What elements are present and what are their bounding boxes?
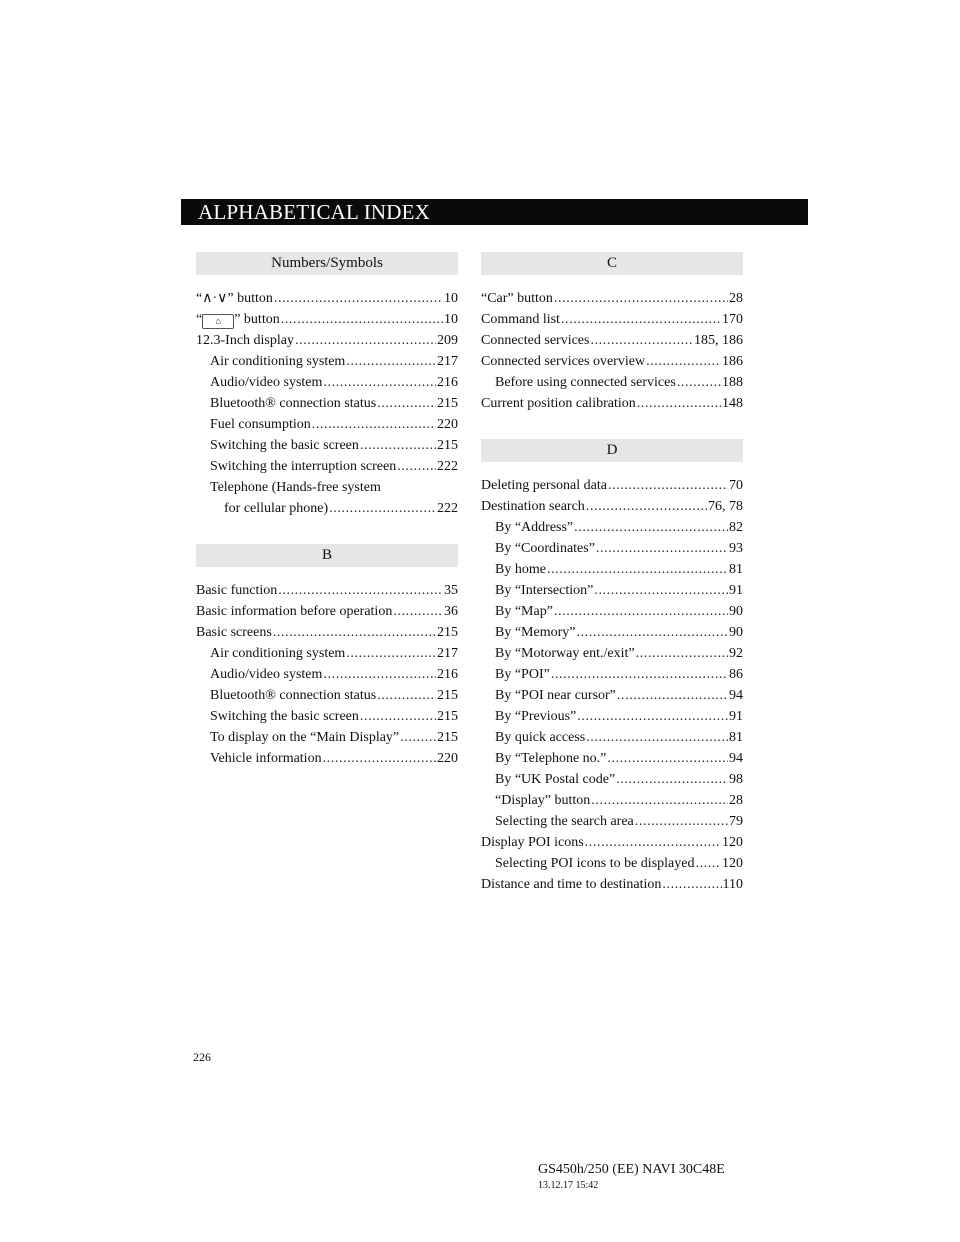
- dot-leader: [397, 456, 436, 477]
- dot-leader: [554, 601, 728, 622]
- entry-page: 216: [437, 375, 458, 390]
- index-entry: [481, 372, 743, 393]
- entry-text: By “Intersection”: [495, 583, 594, 598]
- entry-page: 10: [444, 291, 458, 306]
- entry-text: Bluetooth® connection status: [210, 396, 377, 411]
- entry-page: 28: [729, 793, 743, 808]
- entry-text: Switching the interruption screen: [210, 459, 397, 474]
- entry-text: Switching the basic screen: [210, 438, 359, 453]
- entry-page: 209: [437, 333, 458, 348]
- entry-text: Selecting POI icons to be displayed: [495, 856, 695, 871]
- entry-page: 81: [729, 730, 743, 745]
- dot-leader: [590, 330, 693, 351]
- entry-page: 35: [444, 583, 458, 598]
- index-entry: [196, 414, 458, 435]
- dot-leader: [323, 372, 436, 393]
- index-entry: [481, 622, 743, 643]
- dot-leader: [617, 685, 728, 706]
- dot-leader: [377, 685, 436, 706]
- index-entry: [481, 601, 743, 622]
- dot-leader: [274, 288, 443, 309]
- entry-continuation: [196, 498, 458, 519]
- dot-leader: [547, 559, 728, 580]
- entry-text: By “POI”: [495, 667, 550, 682]
- index-entry: [196, 456, 458, 477]
- index-entry: [481, 790, 743, 811]
- dot-leader: [576, 622, 728, 643]
- index-entry: [481, 727, 743, 748]
- dot-leader: [637, 393, 721, 414]
- dot-leader: [635, 811, 728, 832]
- index-entry: [196, 748, 458, 769]
- entry-page: 70: [729, 478, 743, 493]
- entry-page: 186: [722, 354, 743, 369]
- entry-page: 222: [437, 501, 458, 516]
- entry-text: By “Telephone no.”: [495, 751, 607, 766]
- dot-leader: [323, 664, 436, 685]
- entry-text: To display on the “Main Display”: [210, 730, 400, 745]
- entry-page: 215: [437, 438, 458, 453]
- entry-text-suffix: ” button: [234, 312, 280, 327]
- entry-text: By “Previous”: [495, 709, 577, 724]
- entry-page: 81: [729, 562, 743, 577]
- index-entry: [481, 874, 743, 895]
- entry-page: 148: [722, 396, 743, 411]
- entry-page: 82: [729, 520, 743, 535]
- entry-text: Audio/video system: [210, 667, 323, 682]
- entry-page: 120: [722, 856, 743, 871]
- entry-text: Display POI icons: [481, 835, 584, 850]
- entry-page: 91: [729, 709, 743, 724]
- entry-text: Before using connected services: [495, 375, 676, 390]
- entry-page: 120: [722, 835, 743, 850]
- index-entry: [196, 622, 458, 643]
- index-entry: [481, 559, 743, 580]
- entry-page: 215: [437, 396, 458, 411]
- dot-leader: [329, 498, 436, 519]
- entry-text: Basic screens: [196, 625, 272, 640]
- dot-leader: [360, 435, 436, 456]
- index-entry: [481, 832, 743, 853]
- entry-page: 217: [437, 354, 458, 369]
- dot-leader: [677, 372, 721, 393]
- dot-leader: [561, 309, 721, 330]
- entry-text: for cellular phone): [224, 501, 329, 516]
- index-entry: [481, 351, 743, 372]
- index-entry: [196, 727, 458, 748]
- entry-text: By home: [495, 562, 546, 577]
- entry-text: Fuel consumption: [210, 417, 311, 432]
- entry-text: Basic information before operation: [196, 604, 393, 619]
- entry-text: Telephone (Hands-free system: [210, 480, 381, 495]
- index-entry: [481, 309, 743, 330]
- dot-leader: [662, 874, 721, 895]
- dot-leader: [554, 288, 728, 309]
- entry-text: Distance and time to destination: [481, 877, 662, 892]
- section-heading: D: [481, 439, 743, 462]
- entry-page: 94: [729, 688, 743, 703]
- index-entry: [481, 538, 743, 559]
- entry-page: 76, 78: [708, 499, 743, 514]
- index-entry: [196, 351, 458, 372]
- index-entry: [481, 706, 743, 727]
- entry-text: Connected services: [481, 333, 590, 348]
- dot-leader: [616, 769, 728, 790]
- entry-page: 215: [437, 730, 458, 745]
- entry-page: 170: [722, 312, 743, 327]
- dot-leader: [346, 351, 436, 372]
- entry-text: By “Memory”: [495, 625, 576, 640]
- entry-page: 10: [444, 312, 458, 327]
- entry-page: 92: [729, 646, 743, 661]
- entry-page: 90: [729, 625, 743, 640]
- entry-text: “Display” button: [495, 793, 591, 808]
- index-entry: [196, 288, 458, 309]
- index-entry: [481, 580, 743, 601]
- entry-page: 79: [729, 814, 743, 829]
- entry-page: 220: [437, 751, 458, 766]
- entry-text: By “UK Postal code”: [495, 772, 616, 787]
- index-section: [481, 252, 743, 414]
- entry-page: 215: [437, 709, 458, 724]
- entry-text: Basic function: [196, 583, 278, 598]
- print-footer: [538, 1161, 725, 1193]
- dot-leader: [596, 538, 728, 559]
- index-entry: [196, 643, 458, 664]
- index-entry: [481, 330, 743, 351]
- entry-text-prefix: “: [196, 312, 203, 327]
- dot-leader: [607, 748, 728, 769]
- index-entry: [481, 496, 743, 517]
- entry-page: 91: [729, 583, 743, 598]
- entry-text: Connected services overview: [481, 354, 646, 369]
- index-entry: [481, 748, 743, 769]
- dot-leader: [323, 748, 436, 769]
- entry-page: 216: [437, 667, 458, 682]
- entry-text: By “Address”: [495, 520, 574, 535]
- dot-leader: [636, 643, 728, 664]
- entry-text: Destination search: [481, 499, 585, 514]
- dot-leader: [360, 706, 436, 727]
- entry-text: Selecting the search area: [495, 814, 634, 829]
- dot-leader: [646, 351, 721, 372]
- index-entry: [196, 664, 458, 685]
- dot-leader: [393, 601, 443, 622]
- entry-page: 220: [437, 417, 458, 432]
- dot-leader: [695, 853, 721, 874]
- index-entry: [196, 330, 458, 351]
- dot-leader: [312, 414, 436, 435]
- index-section: [196, 544, 458, 769]
- footer-document-code: GS450h/250 (EE) NAVI 30C48E: [538, 1162, 725, 1177]
- dot-leader: [273, 622, 436, 643]
- entry-page: 36: [444, 604, 458, 619]
- section-heading: Numbers/Symbols: [196, 252, 458, 275]
- entry-page: 90: [729, 604, 743, 619]
- entry-text: Vehicle information: [210, 751, 322, 766]
- entry-text: Current position calibration: [481, 396, 636, 411]
- home-button-icon: ⌂: [202, 314, 234, 329]
- entry-text: “Car” button: [481, 291, 553, 306]
- entry-page: 215: [437, 625, 458, 640]
- index-entry: [481, 811, 743, 832]
- entry-page: 28: [729, 291, 743, 306]
- index-section: [481, 439, 743, 895]
- index-entry: [481, 288, 743, 309]
- entry-text: Command list: [481, 312, 560, 327]
- index-column-right: [481, 252, 743, 920]
- entry-text: Bluetooth® connection status: [210, 688, 377, 703]
- index-entry: [196, 685, 458, 706]
- index-entry: [196, 372, 458, 393]
- index-entry: [481, 517, 743, 538]
- dot-leader: [586, 727, 728, 748]
- entry-text: By “Map”: [495, 604, 553, 619]
- dot-leader: [591, 790, 728, 811]
- page-header-title: ALPHABETICAL INDEX: [181, 199, 808, 225]
- section-heading: B: [196, 544, 458, 567]
- entry-page: 110: [722, 877, 743, 892]
- index-entry: [196, 580, 458, 601]
- entry-text: [196, 309, 280, 330]
- entry-text: Switching the basic screen: [210, 709, 359, 724]
- dot-leader: [594, 580, 728, 601]
- dot-leader: [551, 664, 728, 685]
- entry-text: By quick access: [495, 730, 586, 745]
- dot-leader: [278, 580, 443, 601]
- index-entry: [196, 309, 458, 330]
- index-entry: [481, 853, 743, 874]
- section-heading: C: [481, 252, 743, 275]
- dot-leader: [346, 643, 436, 664]
- entry-page: 185, 186: [694, 333, 743, 348]
- entry-page: 93: [729, 541, 743, 556]
- page-number: 226: [193, 1050, 211, 1064]
- index-entry: [481, 769, 743, 790]
- index-section: [196, 252, 458, 519]
- entry-text: 12.3-Inch display: [196, 333, 294, 348]
- index-entry: [481, 475, 743, 496]
- entry-text: By “POI near cursor”: [495, 688, 616, 703]
- index-entry: [196, 435, 458, 456]
- dot-leader: [281, 309, 443, 330]
- entry-text: “∧·∨” button: [196, 291, 273, 306]
- index-entry: [196, 477, 458, 519]
- entry-text: Air conditioning system: [210, 646, 346, 661]
- dot-leader: [295, 330, 436, 351]
- entry-page: 98: [729, 772, 743, 787]
- entry-text: Deleting personal data: [481, 478, 607, 493]
- dot-leader: [400, 727, 436, 748]
- index-entry: [481, 664, 743, 685]
- dot-leader: [574, 517, 728, 538]
- dot-leader: [608, 475, 728, 496]
- footer-timestamp: 13.12.17 15:42: [538, 1180, 599, 1191]
- entry-page: 215: [437, 688, 458, 703]
- entry-text: Air conditioning system: [210, 354, 346, 369]
- entry-page: 86: [729, 667, 743, 682]
- index-entry: [196, 393, 458, 414]
- index-entry: [196, 601, 458, 622]
- dot-leader: [377, 393, 436, 414]
- index-entry: [196, 706, 458, 727]
- entry-page: 217: [437, 646, 458, 661]
- entry-page: 188: [722, 375, 743, 390]
- dot-leader: [585, 832, 721, 853]
- entry-text: By “Coordinates”: [495, 541, 595, 556]
- index-column-left: [196, 252, 458, 794]
- entry-text: Audio/video system: [210, 375, 323, 390]
- entry-text: By “Motorway ent./exit”: [495, 646, 635, 661]
- entry-page: 94: [729, 751, 743, 766]
- entry-page: 222: [437, 459, 458, 474]
- index-entry: [481, 393, 743, 414]
- index-entry: [481, 643, 743, 664]
- index-entry: [481, 685, 743, 706]
- dot-leader: [577, 706, 728, 727]
- dot-leader: [586, 496, 707, 517]
